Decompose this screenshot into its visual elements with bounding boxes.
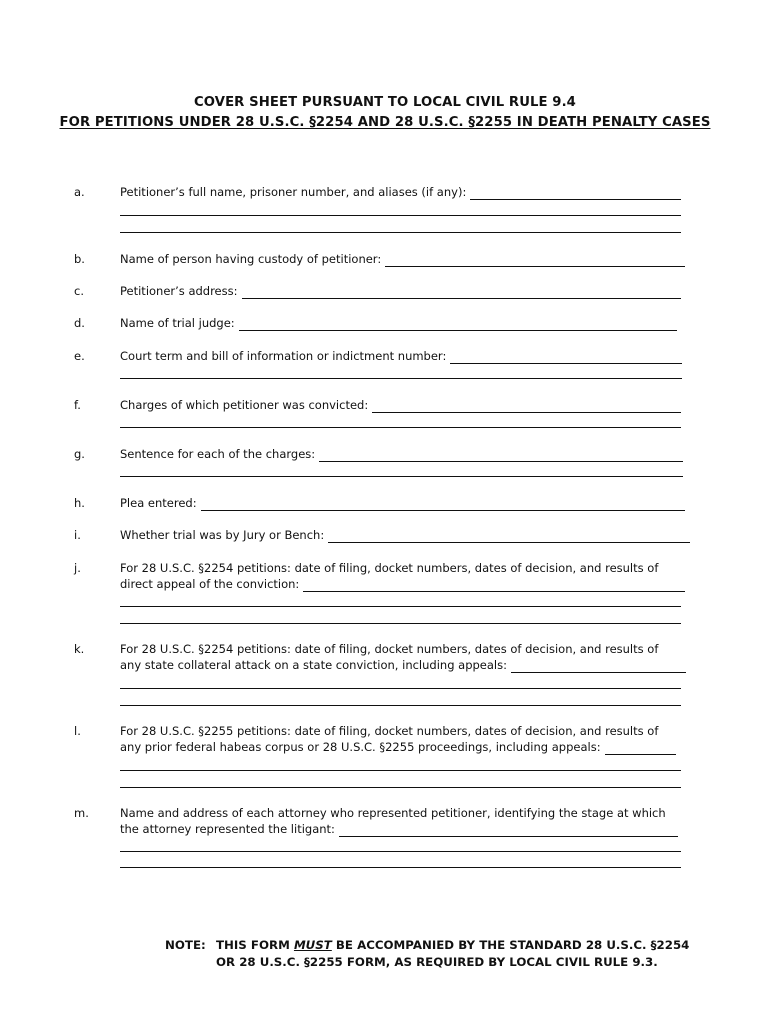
item-label: Name and address of each attorney who represented petitioner, identifying the stage at which [120, 806, 666, 820]
item-label: any state collateral attack on a state conviction, including appeals: [120, 658, 507, 672]
custodian-field[interactable] [120, 252, 685, 267]
item-letter: g. [74, 447, 85, 461]
item-label-line [120, 561, 682, 576]
item-label: For 28 U.S.C. §2254 petitions: date of filing, docket numbers, dates of decision, and results of [120, 642, 659, 656]
note-text: BE ACCOMPANIED BY THE STANDARD 28 U.S.C. §2254 [331, 938, 690, 952]
item-label: any prior federal habeas corpus or 28 U.S.C. §2255 proceedings, including appeals: [120, 740, 601, 754]
item-letter: d. [74, 316, 85, 330]
blank-line[interactable] [120, 787, 681, 788]
item-label: Petitioner’s full name, prisoner number, and aliases (if any): [120, 185, 467, 199]
item-label: Court term and bill of information or indictment number: [120, 349, 447, 363]
petitioner-name-field[interactable] [120, 185, 681, 200]
item-letter: h. [74, 496, 85, 510]
item-letter: b. [74, 252, 85, 266]
attorneys-field[interactable] [120, 822, 678, 837]
item-letter: i. [74, 528, 81, 542]
item-label: direct appeal of the conviction: [120, 577, 300, 591]
charges-field[interactable] [120, 398, 681, 413]
direct-appeal-field[interactable] [120, 577, 685, 592]
item-label: Charges of which petitioner was convicted: [120, 398, 369, 412]
item-label: Plea entered: [120, 496, 197, 510]
blank-line[interactable] [120, 705, 681, 706]
plea-field[interactable] [120, 496, 685, 511]
item-label: For 28 U.S.C. §2254 petitions: date of filing, docket numbers, dates of decision, and results of [120, 561, 659, 575]
address-field[interactable] [120, 284, 681, 299]
note-label: NOTE: [165, 938, 206, 952]
item-label: Whether trial was by Jury or Bench: [120, 528, 325, 542]
habeas-proceedings-field[interactable] [120, 740, 676, 755]
item-label-line [120, 642, 682, 657]
blank-line[interactable] [120, 232, 681, 233]
item-letter: m. [74, 806, 89, 820]
blank-line[interactable] [120, 476, 683, 477]
note-line-1 [216, 937, 689, 954]
blank-line[interactable] [120, 215, 681, 216]
item-letter: a. [74, 185, 85, 199]
item-label: Name of person having custody of petitioner: [120, 252, 382, 266]
blank-line[interactable] [120, 851, 681, 852]
trial-judge-field[interactable] [120, 316, 677, 331]
item-label: Name of trial judge: [120, 316, 235, 330]
blank-line[interactable] [120, 770, 681, 771]
sentence-field[interactable] [120, 447, 683, 462]
item-label-line [120, 806, 682, 821]
form-subtitle: FOR PETITIONS UNDER 28 U.S.C. §2254 AND 28 U.S.C. §2255 IN DEATH PENALTY CASES [59, 115, 711, 130]
note-emphasis: MUST [293, 938, 332, 952]
blank-line[interactable] [120, 623, 681, 624]
item-letter: e. [74, 349, 85, 363]
item-label: Sentence for each of the charges: [120, 447, 316, 461]
item-letter: l. [74, 724, 81, 738]
blank-line[interactable] [120, 378, 682, 379]
blank-line[interactable] [120, 867, 681, 868]
item-label: For 28 U.S.C. §2255 petitions: date of filing, docket numbers, dates of decision, and results of [120, 724, 659, 738]
collateral-attack-field[interactable] [120, 658, 686, 673]
item-letter: f. [74, 398, 81, 412]
note-line-2: OR 28 U.S.C. §2255 FORM, AS REQUIRED BY LOCAL CIVIL RULE 9.3. [216, 955, 658, 969]
item-label-line [120, 724, 682, 739]
item-label: the attorney represented the litigant: [120, 822, 335, 836]
note-text: THIS FORM [216, 938, 294, 952]
trial-type-field[interactable] [120, 528, 690, 543]
item-letter: k. [74, 642, 85, 656]
item-label: Petitioner’s address: [120, 284, 238, 298]
blank-line[interactable] [120, 606, 681, 607]
item-letter: j. [74, 561, 81, 575]
blank-line[interactable] [120, 688, 681, 689]
indictment-field[interactable] [120, 349, 682, 364]
form-title: COVER SHEET PURSUANT TO LOCAL CIVIL RULE 9.4 [194, 95, 576, 110]
blank-line[interactable] [120, 427, 681, 428]
item-letter: c. [74, 284, 84, 298]
